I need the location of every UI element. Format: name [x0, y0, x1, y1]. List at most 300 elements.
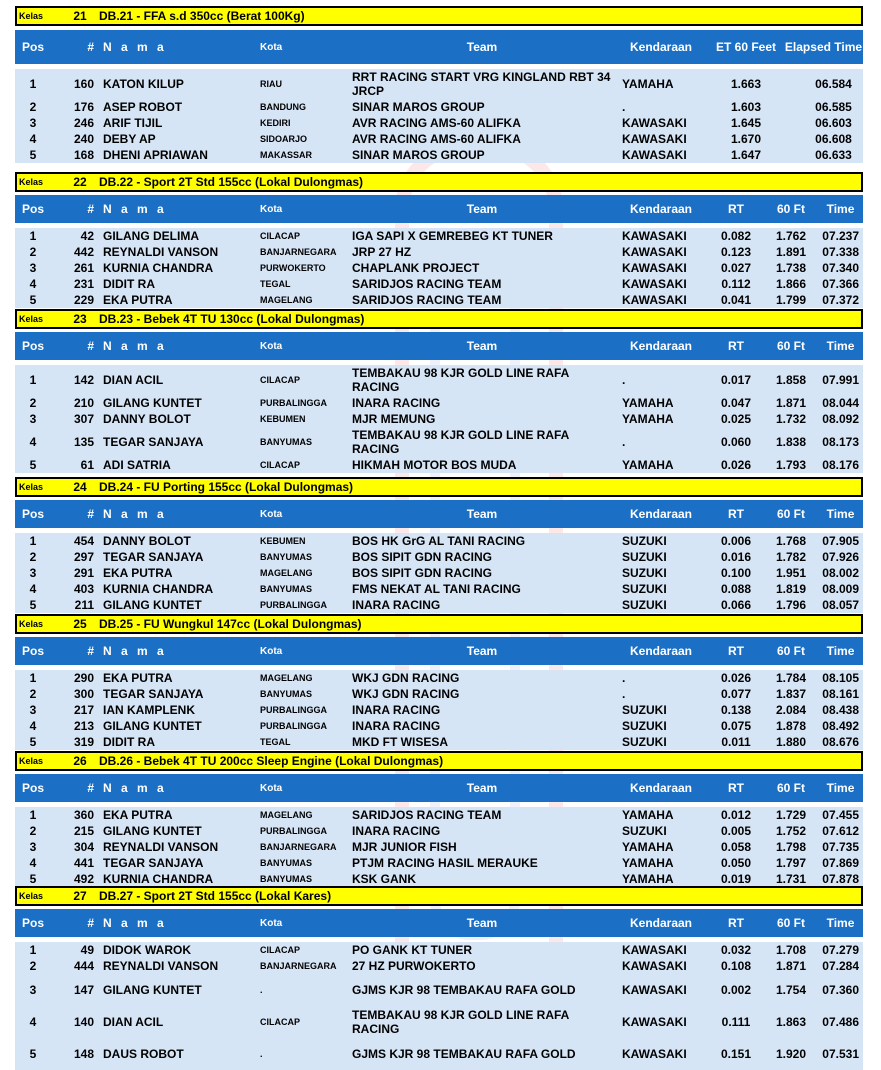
cell-ft: 2.084	[775, 703, 807, 717]
header-time: Time	[826, 339, 855, 353]
cell-no: 319	[73, 735, 94, 749]
header-kend: Kendaraan	[629, 40, 693, 54]
cell-pos: 1	[29, 229, 37, 243]
table-row	[15, 807, 863, 823]
cell-kota: CILACAP	[260, 945, 300, 955]
header-ft: 60 Ft	[776, 339, 805, 353]
cell-nama: ASEP ROBOT	[103, 100, 183, 114]
table-row	[15, 686, 863, 702]
cell-no: 444	[73, 959, 94, 973]
cell-time: 07.486	[822, 1015, 859, 1029]
cell-kend: SUZUKI	[622, 534, 667, 548]
cell-team: MJR MEMUNG	[352, 412, 436, 426]
cell-time: 08.092	[822, 412, 859, 426]
cell-time: 08.161	[822, 687, 859, 701]
cell-nama: EKA PUTRA	[103, 671, 173, 685]
cell-rt: 0.027	[720, 261, 752, 275]
cell-no: 160	[73, 77, 94, 91]
cell-kota: CILACAP	[260, 231, 300, 241]
cell-no: 403	[73, 582, 94, 596]
cell-time: 07.279	[822, 943, 859, 957]
cell-time: 07.360	[822, 983, 859, 997]
header-time: Time	[826, 781, 855, 795]
cell-time: 06.633	[815, 148, 852, 162]
cell-rt: 0.016	[720, 550, 752, 564]
cell-pos: 3	[29, 261, 37, 275]
cell-ft: 1.863	[775, 1015, 807, 1029]
header-nama: N a m a	[103, 40, 167, 54]
cell-ft: 1.784	[775, 671, 807, 685]
cell-team: CHAPLANK PROJECT	[352, 261, 480, 275]
cell-kend: SUZUKI	[622, 719, 667, 733]
cell-ft: 1.799	[775, 293, 807, 307]
cell-no: 442	[73, 245, 94, 259]
header-ft: 60 Ft	[776, 507, 805, 521]
kelas-label: Kelas	[19, 482, 44, 492]
table-row	[15, 115, 863, 131]
header-team: Team	[466, 339, 498, 353]
table-row	[15, 734, 863, 750]
table-row	[15, 597, 863, 613]
cell-rt: 0.075	[720, 719, 752, 733]
header-nama: N a m a	[103, 916, 167, 930]
cell-kota: PURWOKERTO	[260, 263, 326, 273]
table-row	[15, 228, 863, 244]
cell-time: 06.608	[815, 132, 852, 146]
cell-kend: .	[622, 373, 626, 387]
kelas-number: 25	[73, 617, 87, 631]
header-no: #	[87, 40, 94, 54]
cell-team: INARA RACING	[352, 719, 441, 733]
header-time: Time	[826, 644, 855, 658]
cell-kota: SIDOARJO	[260, 134, 308, 144]
cell-team: SARIDJOS RACING TEAM	[352, 293, 502, 307]
cell-ft: 1.871	[775, 959, 807, 973]
cell-kend: KAWASAKI	[622, 116, 687, 130]
cell-time: 08.105	[822, 671, 859, 685]
header-rt: ET 60 Feet	[715, 40, 777, 54]
cell-team: WKJ GDN RACING	[352, 671, 460, 685]
cell-team: TEMBAKAU 98 KJR GOLD LINE RAFA RACING	[352, 366, 569, 394]
cell-nama: GILANG DELIMA	[103, 229, 199, 243]
cell-kota: BANJARNEGARA	[260, 961, 337, 971]
cell-kota: PURBALINGGA	[260, 398, 327, 408]
cell-pos: 4	[29, 1015, 37, 1029]
header-pos: Pos	[21, 339, 44, 353]
cell-nama: GILANG KUNTET	[103, 598, 202, 612]
cell-kota: CILACAP	[260, 460, 300, 470]
header-pos: Pos	[21, 916, 44, 930]
cell-time: 08.438	[822, 703, 859, 717]
cell-ft: 1.768	[775, 534, 807, 548]
class-header-bar	[15, 751, 863, 771]
cell-team: HIKMAH MOTOR BOS MUDA	[352, 458, 517, 472]
cell-kend: .	[622, 435, 626, 449]
cell-nama: REYNALDI VANSON	[103, 959, 219, 973]
header-kota: Kota	[260, 645, 283, 657]
cell-rt: 0.011	[721, 735, 751, 749]
cell-ft: 1.796	[775, 598, 807, 612]
cell-rt: 0.151	[720, 1047, 752, 1061]
cell-team: MKD FT WISESA	[352, 735, 448, 749]
cell-kend: SUZUKI	[622, 824, 667, 838]
cell-kota: BANYUMAS	[260, 437, 313, 447]
cell-pos: 5	[29, 1047, 37, 1061]
kelas-label: Kelas	[19, 619, 44, 629]
cell-no: 210	[73, 396, 94, 410]
results-section	[15, 172, 863, 308]
cell-team: WKJ GDN RACING	[352, 687, 460, 701]
class-header-bar	[15, 172, 863, 192]
cell-kend: YAMAHA	[622, 872, 674, 886]
table-row	[15, 1038, 863, 1070]
table-row	[15, 670, 863, 686]
cell-pos: 5	[29, 148, 37, 162]
cell-rt: 1.647	[730, 148, 762, 162]
cell-rt: 0.138	[720, 703, 752, 717]
cell-rt: 1.603	[730, 100, 762, 114]
cell-team: BOS SIPIT GDN RACING	[352, 566, 493, 580]
results-section	[15, 886, 863, 1070]
header-pos: Pos	[21, 202, 44, 216]
cell-no: 211	[74, 598, 94, 612]
header-kota: Kota	[260, 508, 283, 520]
header-time: Time	[826, 507, 855, 521]
cell-time: 08.044	[822, 396, 859, 410]
cell-kota: .	[260, 1049, 263, 1059]
cell-rt: 0.100	[720, 566, 752, 580]
results-section	[15, 614, 863, 750]
header-team: Team	[466, 781, 498, 795]
header-time: Elapsed Time	[784, 40, 863, 54]
cell-kota: CILACAP	[260, 1017, 300, 1027]
cell-ft: 1.782	[775, 550, 807, 564]
cell-no: 140	[73, 1015, 94, 1029]
cell-pos: 4	[29, 277, 37, 291]
header-ft: 60 Ft	[776, 781, 805, 795]
cell-nama: DANNY BOLOT	[103, 412, 191, 426]
table-row	[15, 942, 863, 958]
cell-kend: KAWASAKI	[622, 983, 687, 997]
header-kota: Kota	[260, 917, 283, 929]
cell-rt: 0.123	[720, 245, 752, 259]
cell-team: SARIDJOS RACING TEAM	[352, 277, 502, 291]
table-row	[15, 565, 863, 581]
cell-kend: SUZUKI	[622, 703, 667, 717]
cell-time: 08.002	[822, 566, 859, 580]
header-rt: RT	[728, 644, 744, 658]
cell-pos: 1	[29, 671, 37, 685]
cell-ft: 1.729	[775, 808, 807, 822]
cell-rt: 0.088	[720, 582, 752, 596]
cell-pos: 4	[29, 856, 37, 870]
header-kend: Kendaraan	[629, 916, 693, 930]
cell-ft: 1.754	[775, 983, 807, 997]
cell-team: INARA RACING	[352, 598, 441, 612]
cell-kend: YAMAHA	[622, 840, 674, 854]
class-header-bar	[15, 477, 863, 497]
cell-team: INARA RACING	[352, 703, 441, 717]
header-nama: N a m a	[103, 202, 167, 216]
cell-pos: 5	[29, 293, 37, 307]
cell-time: 07.372	[822, 293, 859, 307]
cell-team: FMS NEKAT AL TANI RACING	[352, 582, 521, 596]
cell-time: 08.176	[822, 458, 859, 472]
cell-time: 08.676	[822, 735, 859, 749]
header-ft: 60 Ft	[776, 916, 805, 930]
cell-no: 291	[73, 566, 94, 580]
cell-team: TEMBAKAU 98 KJR GOLD LINE RAFA RACING	[352, 1008, 569, 1036]
cell-kend: KAWASAKI	[622, 277, 687, 291]
cell-no: 135	[73, 435, 94, 449]
header-pos: Pos	[21, 507, 44, 521]
header-no: #	[87, 339, 94, 353]
cell-kota: PURBALINGGA	[260, 600, 327, 610]
class-header-bar	[15, 614, 863, 634]
cell-kota: BANYUMAS	[260, 689, 313, 699]
header-rt: RT	[728, 507, 744, 521]
cell-rt: 0.047	[720, 396, 752, 410]
cell-rt: 0.066	[720, 598, 752, 612]
cell-ft: 1.798	[775, 840, 807, 854]
cell-team: PO GANK KT TUNER	[352, 943, 472, 957]
cell-nama: EKA PUTRA	[103, 566, 173, 580]
cell-time: 07.338	[822, 245, 859, 259]
header-pos: Pos	[21, 644, 44, 658]
header-team: Team	[466, 916, 498, 930]
cell-pos: 3	[29, 566, 37, 580]
cell-kend: SUZUKI	[622, 582, 667, 596]
cell-kota: TEGAL	[260, 279, 291, 289]
cell-team: SINAR MAROS GROUP	[352, 148, 485, 162]
cell-rt: 0.006	[720, 534, 752, 548]
cell-rt: 0.017	[720, 373, 752, 387]
cell-nama: KATON KILUP	[103, 77, 184, 91]
cell-rt: 0.111	[721, 1015, 751, 1029]
cell-time: 08.009	[822, 582, 859, 596]
table-row	[15, 147, 863, 163]
header-kota: Kota	[260, 203, 283, 215]
cell-time: 07.455	[822, 808, 859, 822]
cell-nama: GILANG KUNTET	[103, 983, 202, 997]
table-row	[15, 276, 863, 292]
cell-pos: 1	[29, 77, 37, 91]
cell-pos: 2	[29, 245, 37, 259]
cell-ft: 1.878	[775, 719, 807, 733]
cell-kota: MAKASSAR	[260, 150, 313, 160]
cell-kota: BANYUMAS	[260, 552, 313, 562]
cell-team: TEMBAKAU 98 KJR GOLD LINE RAFA RACING	[352, 428, 569, 456]
cell-kend: YAMAHA	[622, 77, 674, 91]
cell-rt: 0.112	[721, 277, 751, 291]
cell-ft: 1.738	[775, 261, 807, 275]
cell-kend: .	[622, 100, 626, 114]
header-no: #	[87, 507, 94, 521]
cell-pos: 4	[29, 435, 37, 449]
cell-ft: 1.858	[775, 373, 807, 387]
table-header	[15, 500, 863, 528]
cell-kend: KAWASAKI	[622, 943, 687, 957]
cell-time: 07.869	[822, 856, 859, 870]
cell-no: 304	[73, 840, 94, 854]
cell-ft: 1.708	[775, 943, 807, 957]
cell-nama: TEGAR SANJAYA	[103, 687, 204, 701]
class-header-bar	[15, 6, 863, 26]
cell-time: 06.603	[815, 116, 852, 130]
header-team: Team	[466, 644, 498, 658]
cell-no: 215	[73, 824, 94, 838]
header-team: Team	[466, 202, 498, 216]
cell-kota: PURBALINGGA	[260, 721, 327, 731]
cell-kend: KAWASAKI	[622, 1047, 687, 1061]
cell-kend: YAMAHA	[622, 808, 674, 822]
cell-pos: 3	[29, 412, 37, 426]
cell-nama: DHENI APRIAWAN	[103, 148, 208, 162]
table-row	[15, 549, 863, 565]
cell-nama: GILANG KUNTET	[103, 719, 202, 733]
cell-no: 213	[73, 719, 94, 733]
cell-no: 454	[73, 534, 94, 548]
header-pos: Pos	[21, 781, 44, 795]
cell-ft: 1.797	[775, 856, 807, 870]
cell-no: 246	[73, 116, 94, 130]
cell-team: PTJM RACING HASIL MERAUKE	[352, 856, 538, 870]
kelas-number: 23	[73, 312, 87, 326]
table-row	[15, 69, 863, 99]
table-row	[15, 292, 863, 308]
header-rt: RT	[728, 202, 744, 216]
cell-ft: 1.891	[775, 245, 807, 259]
cell-pos: 2	[29, 396, 37, 410]
cell-pos: 1	[29, 373, 37, 387]
cell-no: 261	[73, 261, 94, 275]
cell-ft: 1.732	[775, 412, 807, 426]
cell-kota: MAGELANG	[260, 568, 313, 578]
cell-rt: 0.060	[720, 435, 752, 449]
cell-team: INARA RACING	[352, 824, 441, 838]
header-kota: Kota	[260, 41, 283, 53]
cell-rt: 0.002	[720, 983, 752, 997]
cell-time: 07.735	[822, 840, 859, 854]
cell-kota: BANJARNEGARA	[260, 247, 337, 257]
header-kend: Kendaraan	[629, 781, 693, 795]
cell-kota: BANJARNEGARA	[260, 842, 337, 852]
cell-time: 07.237	[822, 229, 859, 243]
cell-nama: REYNALDI VANSON	[103, 840, 219, 854]
cell-time: 08.057	[822, 598, 859, 612]
table-header	[15, 637, 863, 665]
table-header	[15, 774, 863, 802]
cell-pos: 3	[29, 116, 37, 130]
cell-rt: 0.050	[720, 856, 752, 870]
header-nama: N a m a	[103, 507, 167, 521]
cell-rt: 0.025	[720, 412, 752, 426]
cell-no: 217	[73, 703, 94, 717]
cell-nama: REYNALDI VANSON	[103, 245, 219, 259]
cell-ft: 1.837	[775, 687, 807, 701]
cell-kend: KAWASAKI	[622, 245, 687, 259]
header-kota: Kota	[260, 340, 283, 352]
cell-time: 08.492	[822, 719, 859, 733]
header-team: Team	[466, 507, 498, 521]
cell-no: 231	[73, 277, 94, 291]
cell-nama: DIDIT RA	[103, 277, 155, 291]
cell-pos: 4	[29, 582, 37, 596]
cell-nama: ARIF TIJIL	[103, 116, 163, 130]
header-kota: Kota	[260, 782, 283, 794]
table-row	[15, 457, 863, 473]
cell-team: RRT RACING START VRG KINGLAND RBT 34 JRCP	[352, 70, 611, 98]
cell-kota: MAGELANG	[260, 810, 313, 820]
cell-nama: DANNY BOLOT	[103, 534, 191, 548]
cell-rt: 0.026	[720, 458, 752, 472]
cell-kend: .	[622, 671, 626, 685]
table-row	[15, 365, 863, 395]
table-header	[15, 195, 863, 223]
table-row	[15, 411, 863, 427]
table-row	[15, 581, 863, 597]
cell-team: IGA SAPI X GEMREBEG KT TUNER	[352, 229, 553, 243]
class-header-bar	[15, 886, 863, 906]
cell-nama: DIDOK WAROK	[103, 943, 191, 957]
header-team: Team	[466, 40, 498, 54]
cell-rt: 1.663	[730, 77, 762, 91]
cell-kend: SUZUKI	[622, 735, 667, 749]
table-row	[15, 855, 863, 871]
table-row	[15, 974, 863, 1006]
class-title: DB.22 - Sport 2T Std 155cc (Lokal Dulongmas)	[99, 175, 364, 189]
cell-pos: 2	[29, 959, 37, 973]
class-title: DB.27 - Sport 2T Std 155cc (Lokal Kares)	[99, 889, 332, 903]
cell-pos: 1	[29, 808, 37, 822]
cell-pos: 4	[29, 132, 37, 146]
cell-pos: 3	[29, 983, 37, 997]
cell-nama: GILANG KUNTET	[103, 824, 202, 838]
cell-time: 07.531	[822, 1047, 859, 1061]
table-row	[15, 839, 863, 855]
header-time: Time	[826, 202, 855, 216]
table-row	[15, 702, 863, 718]
class-title: DB.24 - FU Porting 155cc (Lokal Dulongmas)	[99, 480, 354, 494]
cell-team: AVR RACING AMS-60 ALIFKA	[352, 116, 521, 130]
cell-time: 07.926	[822, 550, 859, 564]
results-section	[15, 309, 863, 473]
cell-ft: 1.752	[775, 824, 807, 838]
cell-kota: CILACAP	[260, 375, 300, 385]
table-header	[15, 30, 863, 64]
cell-team: SARIDJOS RACING TEAM	[352, 808, 502, 822]
cell-team: INARA RACING	[352, 396, 441, 410]
cell-time: 08.173	[822, 435, 859, 449]
cell-no: 300	[73, 687, 94, 701]
cell-kota: PURBALINGGA	[260, 705, 327, 715]
kelas-number: 21	[73, 9, 87, 23]
cell-kota: BANYUMAS	[260, 584, 313, 594]
kelas-number: 27	[73, 889, 87, 903]
cell-pos: 2	[29, 687, 37, 701]
cell-kend: KAWASAKI	[622, 261, 687, 275]
cell-rt: 1.670	[730, 132, 762, 146]
header-kend: Kendaraan	[629, 644, 693, 658]
cell-rt: 0.026	[720, 671, 752, 685]
cell-rt: 0.082	[720, 229, 752, 243]
table-row	[15, 395, 863, 411]
cell-no: 61	[80, 458, 94, 472]
cell-kend: KAWASAKI	[622, 148, 687, 162]
cell-rt: 0.005	[720, 824, 752, 838]
table-row	[15, 427, 863, 457]
cell-nama: ADI SATRIA	[103, 458, 171, 472]
